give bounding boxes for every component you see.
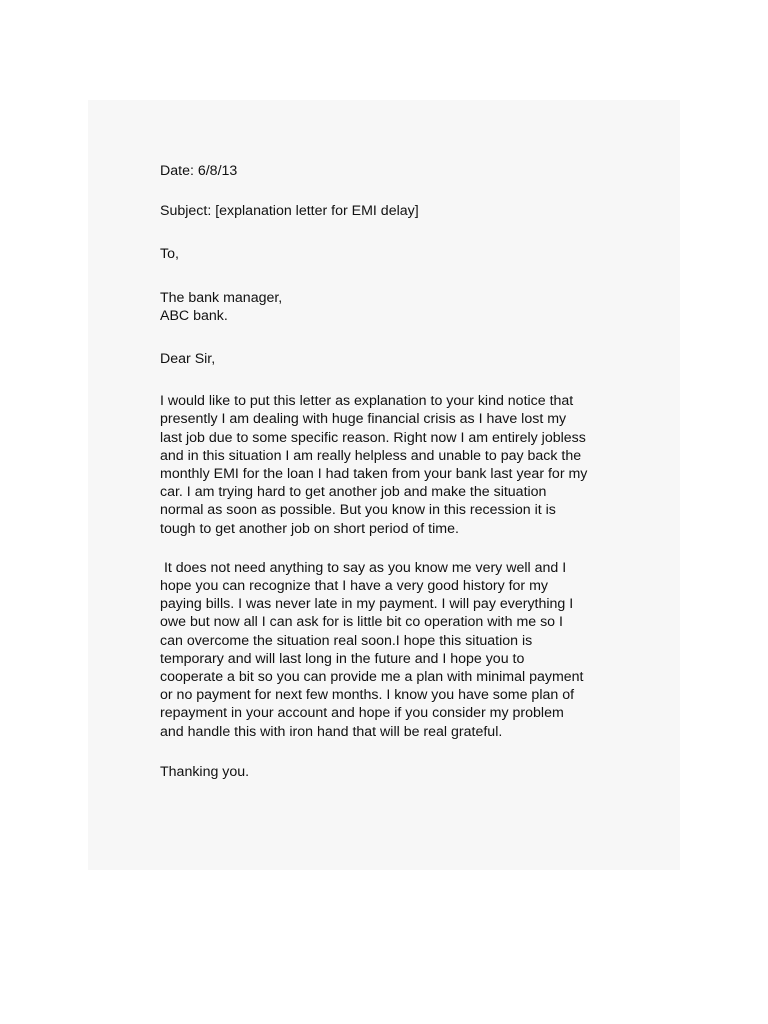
paragraph-1-line: and in this situation I am really helpless and unable to pay back the xyxy=(160,447,582,464)
paragraph-1-line: monthly EMI for the loan I had taken from your bank last year for my xyxy=(160,466,588,483)
paragraph-1-line: presently I am dealing with huge financial crisis as I have lost my xyxy=(160,411,567,428)
letter-paragraph-1 xyxy=(160,392,630,538)
letter-to: To, xyxy=(160,246,179,263)
paragraph-2-line: and handle this with iron hand that will be real grateful. xyxy=(160,723,503,740)
letter-body xyxy=(160,162,630,781)
paragraph-2-line: or no payment for next few months. I know you have some plan of xyxy=(160,687,575,704)
paragraph-1-line: last job due to some specific reason. Right now I am entirely jobless xyxy=(160,429,586,446)
paragraph-2-line: hope you can recognize that I have a very good history for my xyxy=(160,578,549,595)
paragraph-2-line: owe but now all I can ask for is little bit co operation with me so I xyxy=(160,614,563,631)
paragraph-1-line: car. I am trying hard to get another job and make the situation xyxy=(160,484,547,501)
paragraph-2-line: It does not need anything to say as you know me very well and I xyxy=(160,559,567,576)
paragraph-2-line: temporary and will last long in the future and I hope you to xyxy=(160,650,525,667)
letter-paragraph-2 xyxy=(160,559,630,741)
paragraph-1-line: tough to get another job on short period of time. xyxy=(160,520,459,537)
recipient-line-1: The bank manager, xyxy=(160,289,283,306)
letter-date: Date: 6/8/13 xyxy=(160,163,238,179)
recipient-line-2: ABC bank. xyxy=(160,307,228,324)
paragraph-2-line: paying bills. I was never late in my payment. I will pay everything I xyxy=(160,596,574,613)
letter-closing: Thanking you. xyxy=(160,763,250,780)
paragraph-2-line: cooperate a bit so you can provide me a plan with minimal payment xyxy=(160,669,584,686)
paragraph-1-line: I would like to put this letter as explanation to your kind notice that xyxy=(160,393,574,410)
letter-salutation: Dear Sir, xyxy=(160,351,216,368)
paragraph-2-line: repayment in your account and hope if you consider my problem xyxy=(160,705,564,722)
paragraph-2-line: can overcome the situation real soon.I hope this situation is xyxy=(160,632,533,649)
letter-subject: Subject: [explanation letter for EMI delay] xyxy=(160,203,419,220)
paragraph-1-line: normal as soon as possible. But you know in this recession it is xyxy=(160,502,556,519)
letter-recipient xyxy=(160,289,630,325)
